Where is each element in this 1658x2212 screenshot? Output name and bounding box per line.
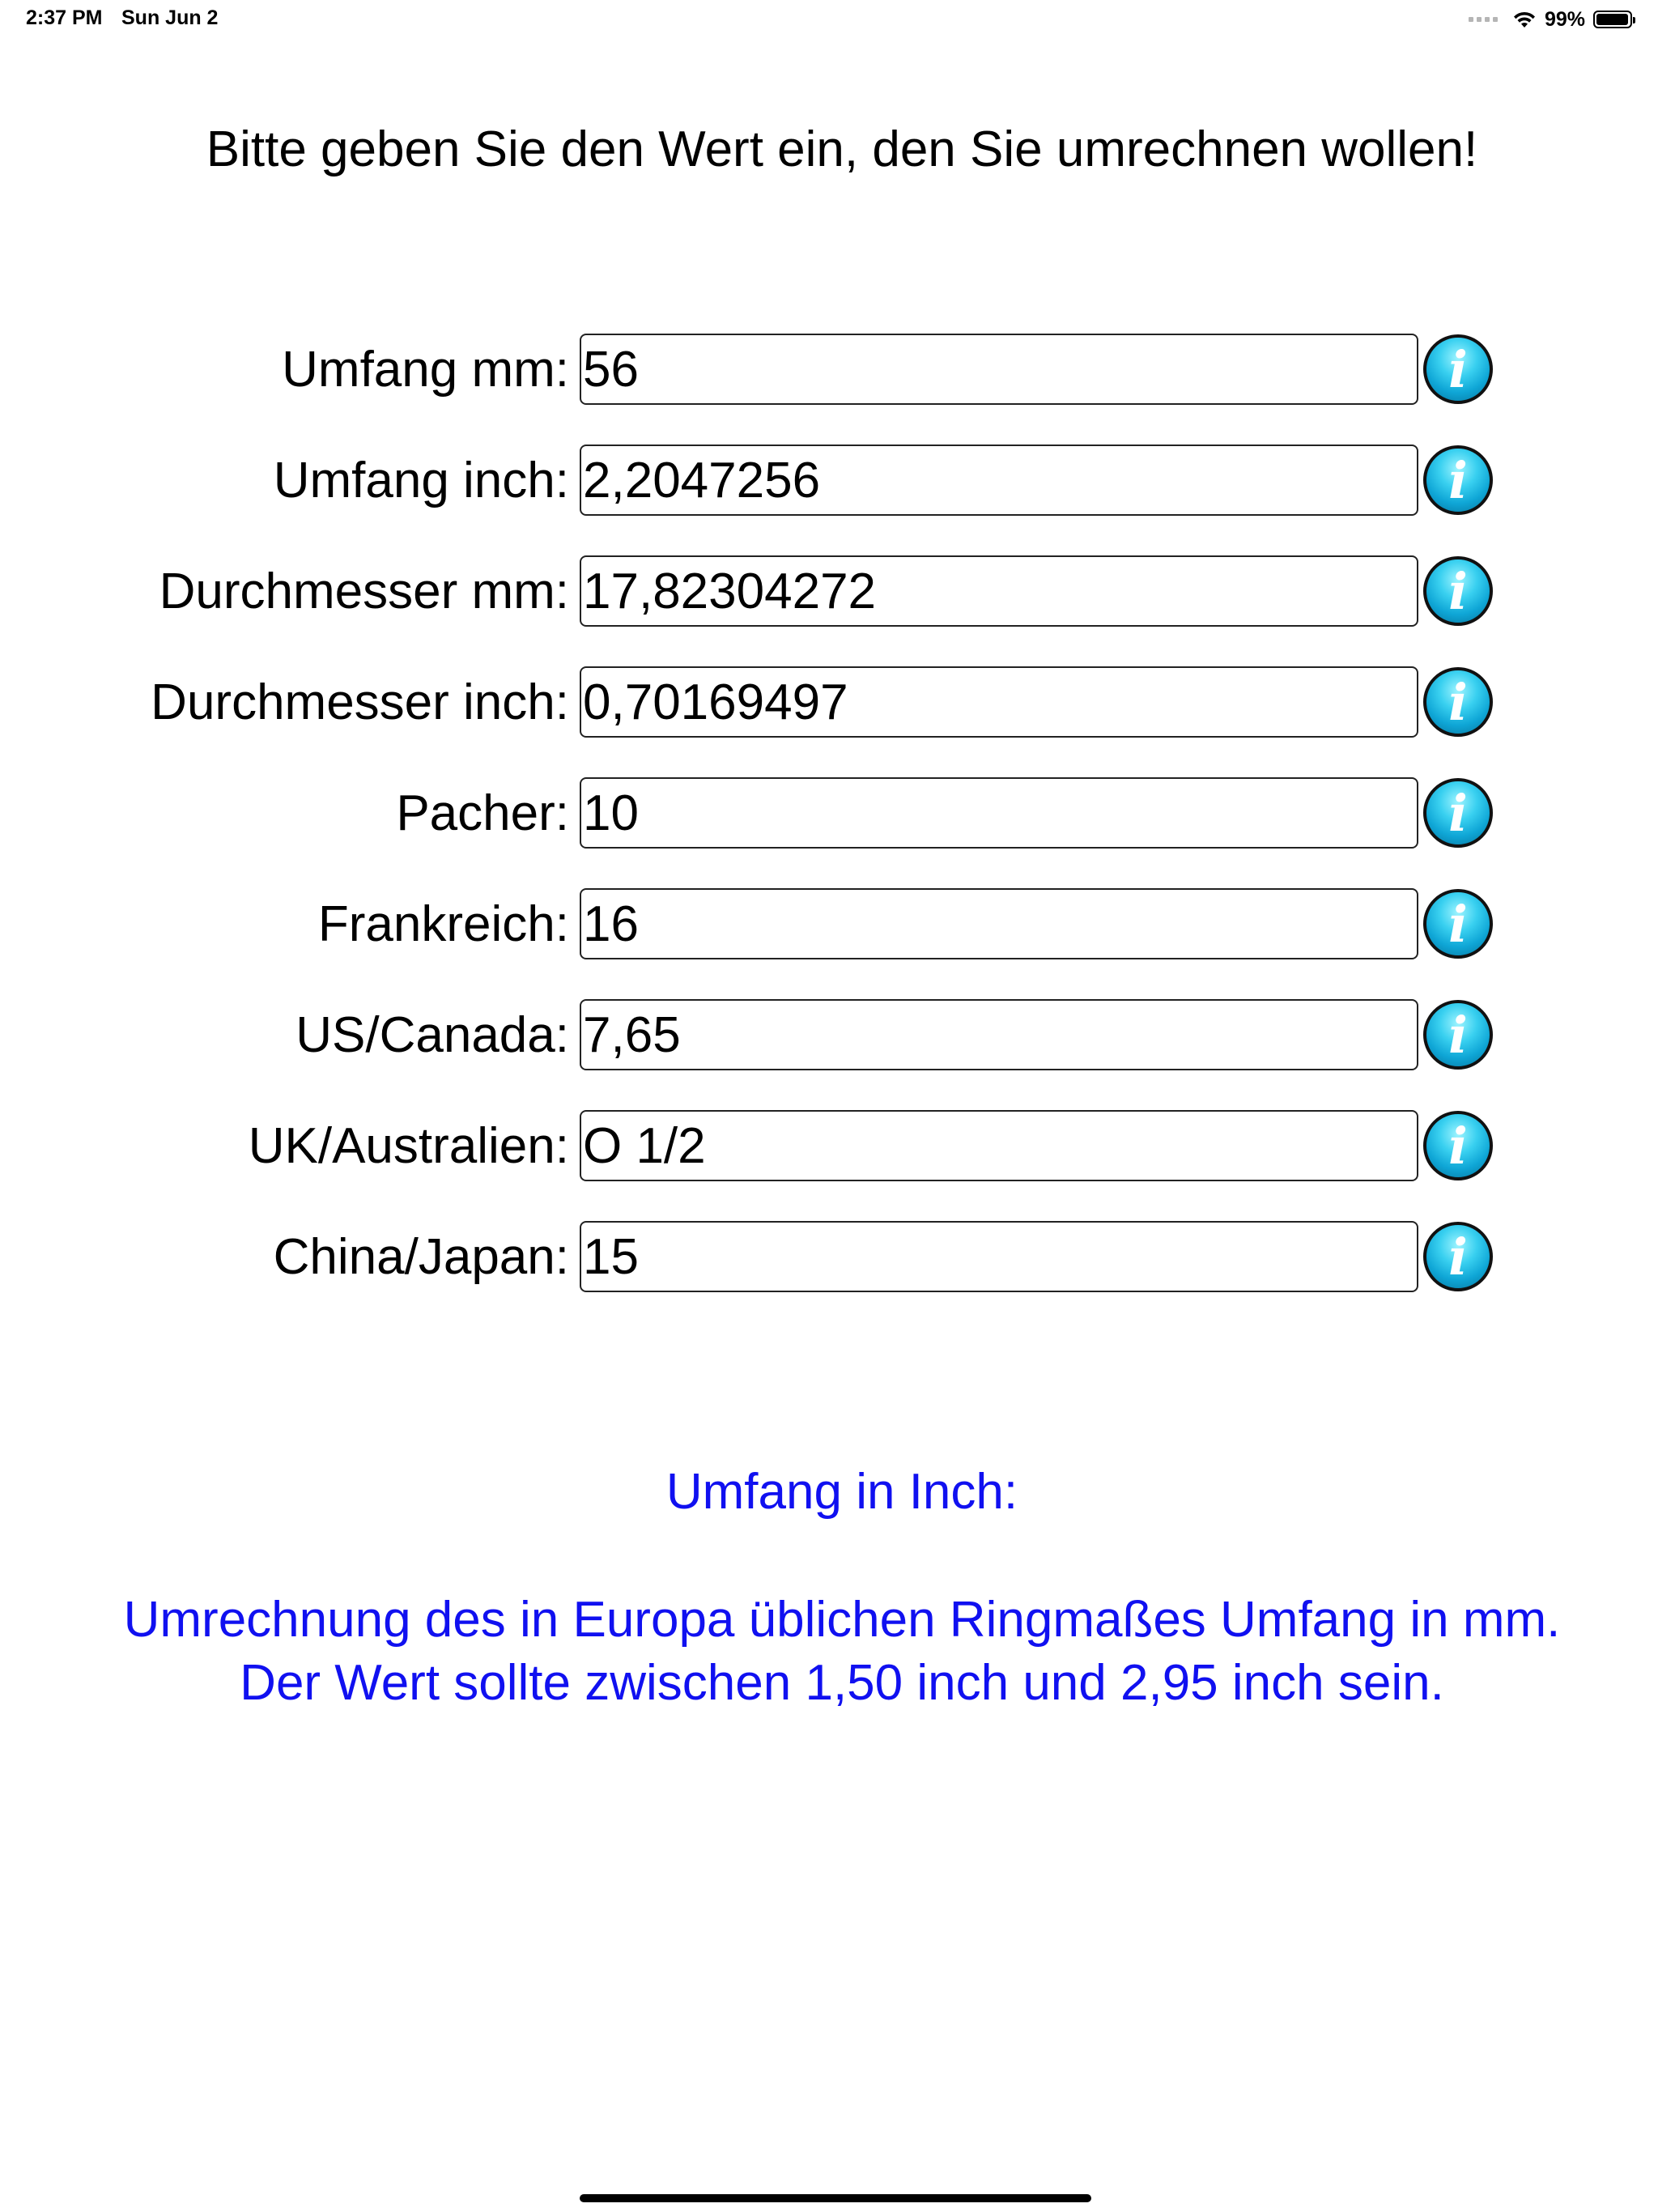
label-us-canada: US/Canada: [295, 1007, 569, 1063]
battery-level-fill [1596, 14, 1628, 25]
info-description [0, 1589, 1658, 1715]
input-durchmesser-inch[interactable] [580, 666, 1418, 738]
info-button-pacher[interactable] [1423, 778, 1493, 848]
input-china-japan[interactable] [580, 1221, 1418, 1292]
wifi-icon [1512, 10, 1537, 29]
info-icon: i [1448, 1117, 1468, 1176]
info-icon: i [1448, 895, 1468, 954]
input-umfang-inch[interactable] [580, 445, 1418, 516]
input-pacher[interactable] [580, 777, 1418, 849]
input-umfang-mm[interactable] [580, 334, 1418, 405]
info-button-durchmesser-inch[interactable] [1423, 667, 1493, 737]
info-icon: i [1448, 673, 1468, 732]
input-frankreich[interactable] [580, 888, 1418, 959]
info-button-us-canada[interactable] [1423, 1000, 1493, 1070]
conversion-form [0, 334, 1658, 1332]
row-china-japan [0, 1221, 1658, 1332]
battery-percent: 99% [1544, 7, 1585, 31]
cellular-signal-icon [1469, 17, 1498, 22]
battery-icon [1593, 11, 1632, 28]
home-indicator[interactable] [580, 2194, 1091, 2202]
info-button-durchmesser-mm[interactable] [1423, 556, 1493, 626]
status-date: Sun Jun 2 [121, 6, 219, 29]
status-bar [0, 0, 1658, 39]
row-pacher [0, 777, 1658, 888]
input-uk-australien[interactable] [580, 1110, 1418, 1181]
info-button-umfang-inch[interactable] [1423, 445, 1493, 515]
info-icon: i [1448, 451, 1468, 510]
info-title: Umfang in Inch: [665, 1464, 1018, 1520]
info-line-2: Der Wert sollte zwischen 1,50 inch und 2,95 inch sein. [240, 1655, 1444, 1711]
row-us-canada [0, 999, 1658, 1110]
row-umfang-mm [0, 334, 1658, 445]
status-indicators [1469, 5, 1632, 34]
info-icon: i [1448, 1006, 1468, 1065]
label-durchmesser-mm: Durchmesser mm: [159, 564, 569, 619]
info-button-frankreich[interactable] [1423, 889, 1493, 959]
info-icon: i [1448, 784, 1468, 843]
input-us-canada[interactable] [580, 999, 1418, 1070]
label-durchmesser-inch: Durchmesser inch: [151, 674, 569, 730]
row-durchmesser-mm [0, 555, 1658, 666]
label-uk-australien: UK/Australien: [248, 1118, 569, 1174]
row-frankreich [0, 888, 1658, 999]
input-durchmesser-mm[interactable] [580, 555, 1418, 627]
info-icon: i [1448, 340, 1468, 399]
status-time: 2:37 PM [26, 6, 103, 29]
row-uk-australien [0, 1110, 1658, 1221]
label-china-japan: China/Japan: [273, 1229, 569, 1285]
row-durchmesser-inch [0, 666, 1658, 777]
info-button-umfang-mm[interactable] [1423, 334, 1493, 404]
info-line-1: Umrechnung des in Europa üblichen Ringmaßes Umfang in mm. [123, 1592, 1561, 1648]
label-umfang-mm: Umfang mm: [282, 342, 569, 398]
info-icon: i [1448, 562, 1468, 621]
info-button-china-japan[interactable] [1423, 1222, 1493, 1291]
label-pacher: Pacher: [396, 785, 569, 841]
input-prompt: Bitte geben Sie den Wert ein, den Sie umrechnen wollen! [206, 121, 1478, 177]
info-button-uk-australien[interactable] [1423, 1111, 1493, 1180]
label-frankreich: Frankreich: [317, 896, 569, 952]
row-umfang-inch [0, 445, 1658, 555]
label-umfang-inch: Umfang inch: [273, 453, 569, 508]
info-icon: i [1448, 1227, 1468, 1287]
